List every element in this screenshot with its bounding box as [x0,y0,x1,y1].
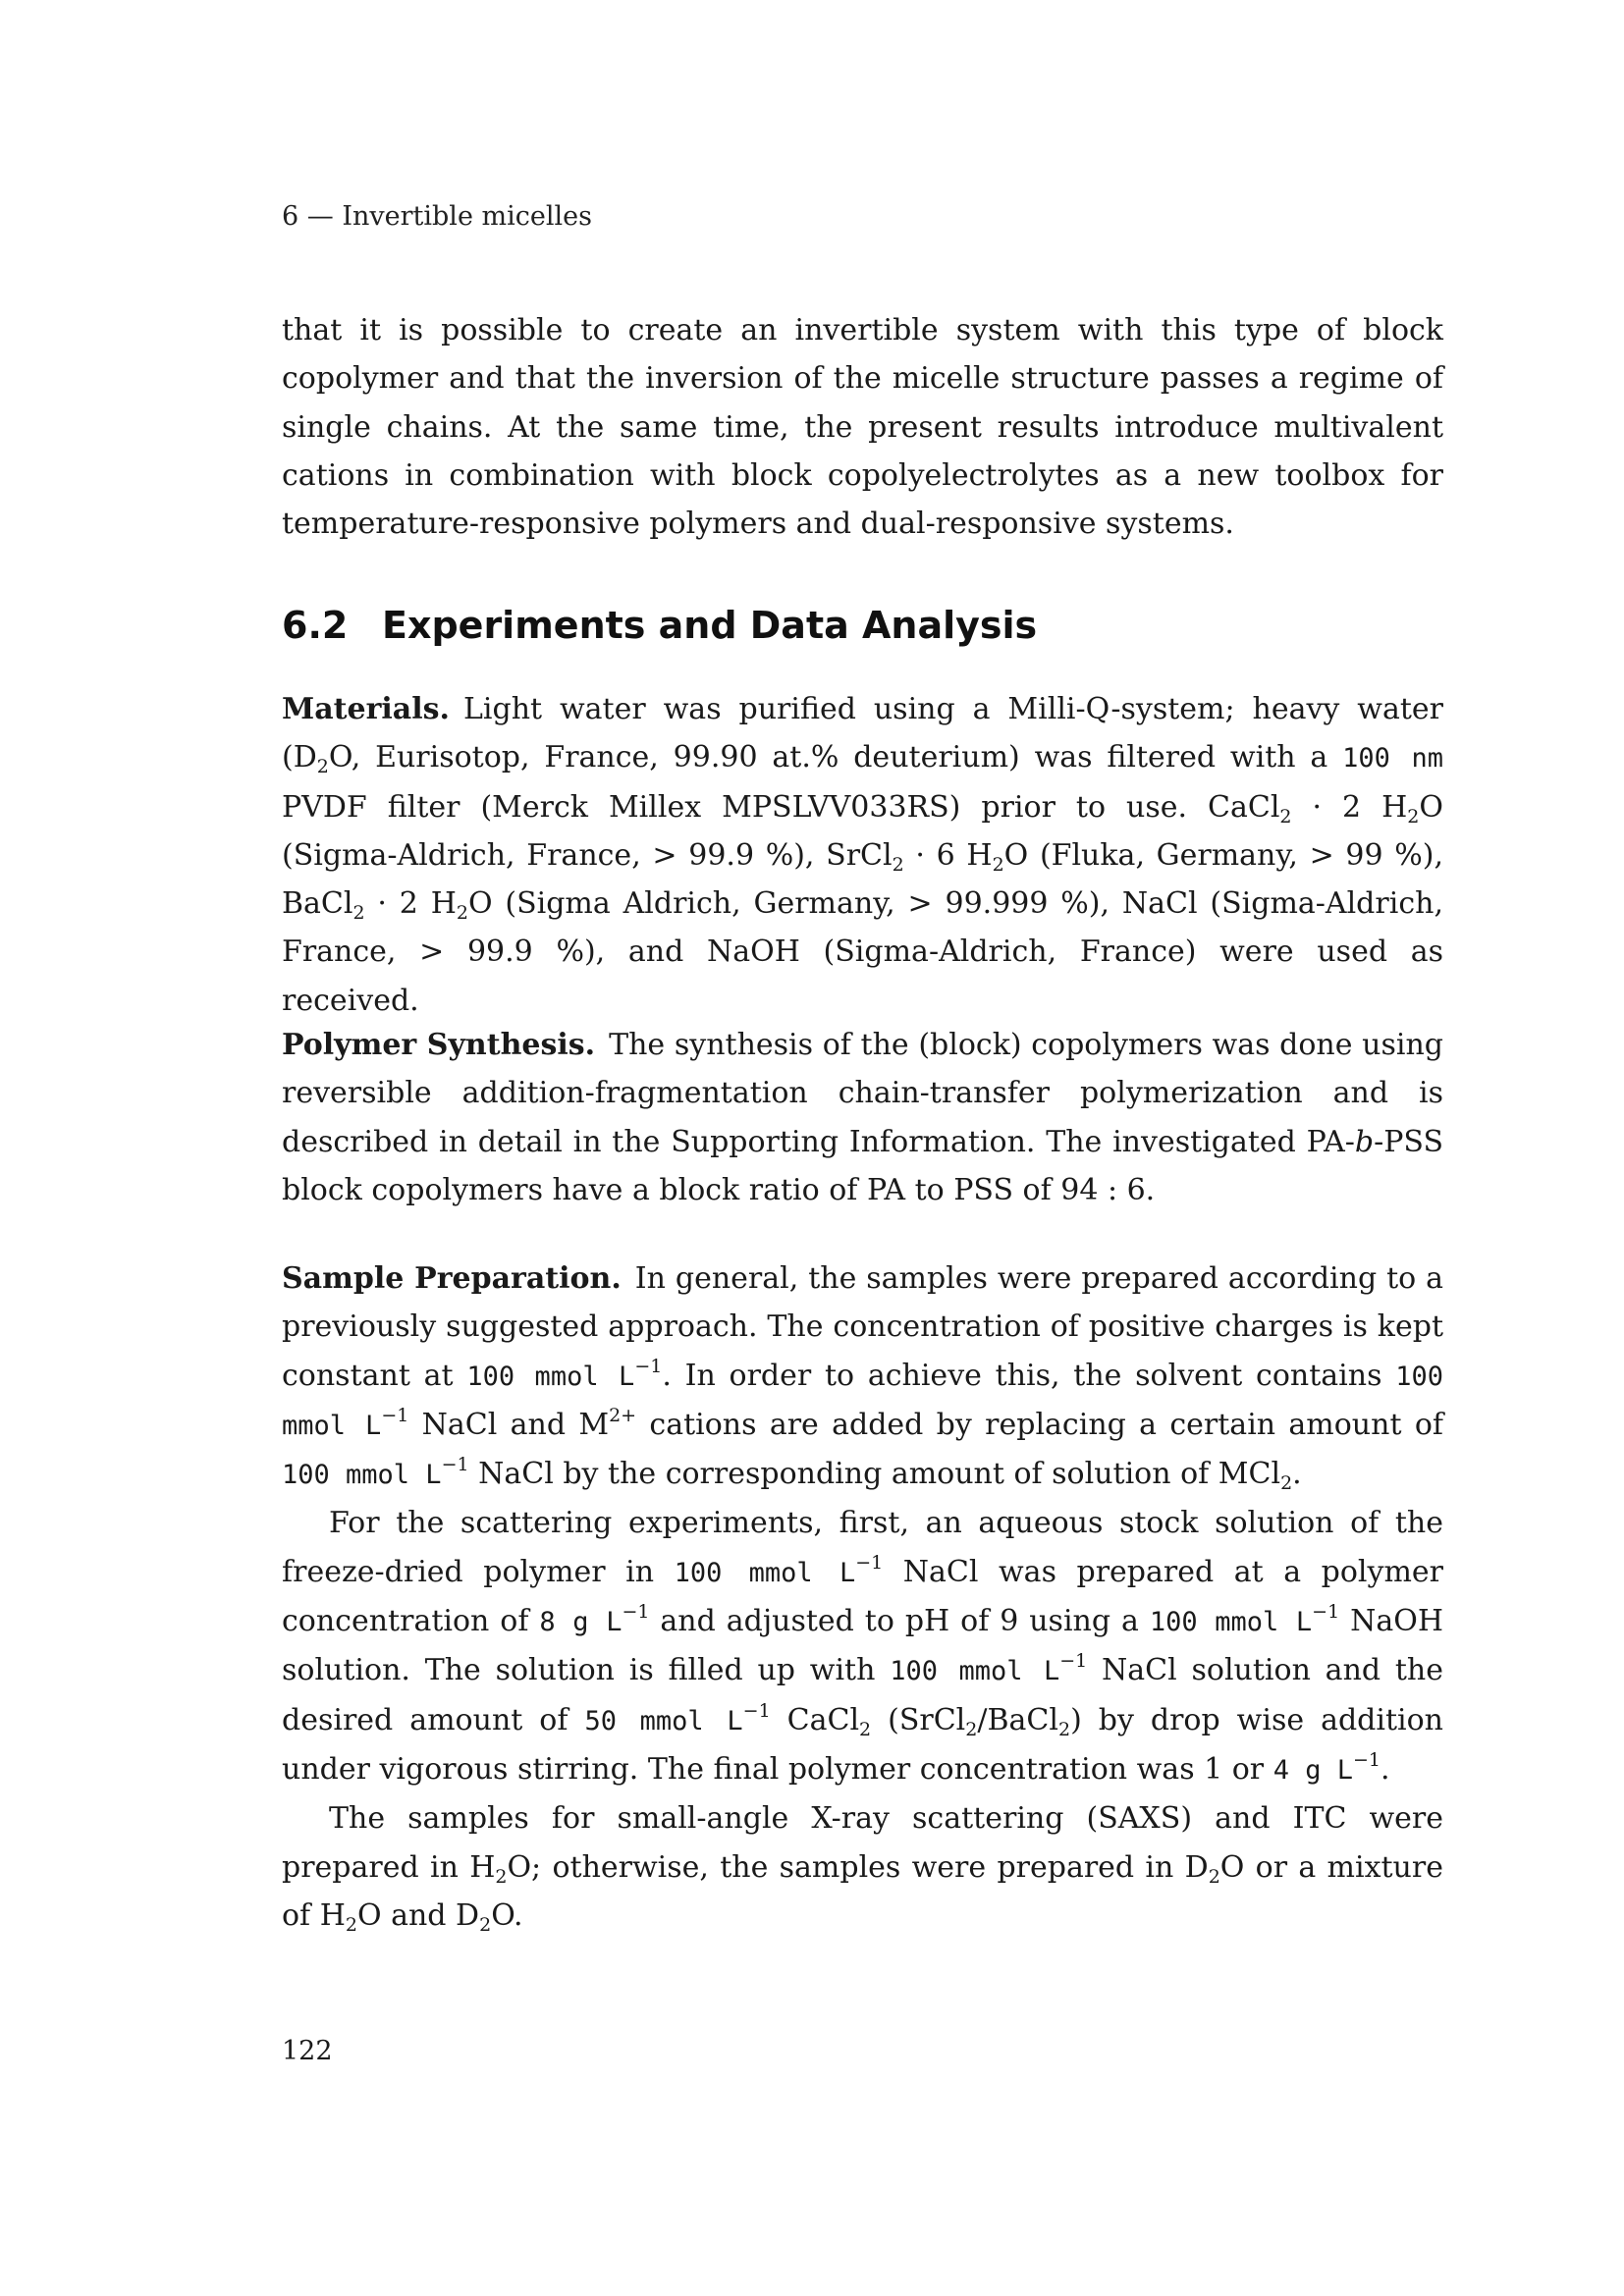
superscript: −1 [855,1551,884,1574]
subscript: 2 [495,1865,508,1888]
unit-expression: 100 mmol L [282,1361,1443,1441]
text-run: O (Fluka, Germany, > 99 %), BaCl [282,837,1443,922]
text-run: and adjusted to pH of 9 using a [649,1604,1150,1639]
page-number: 122 [282,2036,333,2066]
unit-expression: 100 mmol L [282,1460,442,1491]
text-run: . [1292,1457,1302,1492]
running-head: 6 — Invertible micelles [282,201,592,232]
preparation-heading: Sample Preparation. [282,1261,622,1296]
subscript: 2 [316,756,329,778]
text-run: In general, the samples were prepared according to a previously suggested approach. The concentration of positive charges is kept constant at [282,1261,1443,1393]
superscript: −1 [742,1699,771,1722]
text-run: . [1380,1751,1390,1787]
text-run: . In order to achieve this, the solvent contains [662,1358,1396,1393]
unit-expression: 100 mmol L [674,1557,856,1588]
superscript: −1 [1059,1650,1088,1673]
subscript: 2 [456,902,468,925]
superscript: 2+ [609,1404,637,1426]
unit-expression: 100 mmol L [466,1361,635,1392]
synthesis-paragraph [282,1021,1443,1214]
synthesis-heading: Polymer Synthesis. [282,1028,596,1062]
text-run: O. [491,1897,523,1933]
subscript: 2 [965,1718,978,1740]
unit-expression: 100 mmol L [1149,1607,1313,1638]
subscript: 2 [992,853,1004,876]
text-run: The synthesis of the (block) copolymers was done using reversible addition-fragmentation chain-transfer polymerization and is described in detail in the Supporting Information. The investigated PA- [282,1028,1443,1159]
superscript: −1 [622,1601,650,1624]
subscript: 2 [859,1718,872,1740]
preparation-paragraph-1 [282,1255,1443,1499]
intro-paragraph [282,306,1443,548]
superscript: −1 [1312,1601,1340,1624]
text-run: · 2 H [364,886,457,922]
superscript: −1 [441,1454,469,1476]
text-run: NaOH solution. The solution is filled up with [282,1604,1443,1688]
text-run: O, Eurisotop, France, 99.90 at.% deuterium) was filtered with a [328,740,1343,775]
text-run: CaCl [770,1702,860,1737]
subscript: 2 [1407,805,1420,828]
text-run: PVDF filter (Merck Millex MPSLVV033RS) prior to use. CaCl [282,789,1280,825]
text-run: O (Sigma Aldrich, Germany, > 99.999 %), NaCl (Sigma-Aldrich, France, > 99.9 %), and NaOH (Sigma-Aldrich, France) were used as received. [282,886,1443,1018]
unit-expression: 4 g L [1272,1754,1353,1786]
subscript: 2 [1057,1718,1071,1740]
text-run: ) by drop wise addition under vigorous stirring. The final polymer concentration was 1 or [282,1702,1443,1787]
text-run: · 6 H [903,837,993,873]
text-run: For the scattering experiments, first, an aqueous stock solution of the freeze-dried polymer in [282,1506,1443,1589]
section-heading [282,601,1037,650]
text-run: The samples for small-angle X-ray scattering (SAXS) and ITC were prepared in H [282,1801,1443,1885]
preparation-paragraph-2 [282,1499,1443,1794]
materials-paragraph [282,685,1443,1025]
text-run: NaCl by the corresponding amount of solution of MCl [468,1457,1281,1492]
subscript: 2 [479,1913,492,1936]
text-run: (SrCl [871,1702,966,1737]
preparation-paragraph-3 [282,1794,1443,1940]
subscript: 2 [1279,805,1292,828]
subscript: 2 [1208,1865,1220,1888]
text-run: O and D [356,1897,480,1933]
unit-expression: 50 mmol L [584,1705,743,1736]
superscript: −1 [381,1404,409,1426]
unit-expression: 100 mmol L [890,1656,1060,1687]
superscript: −1 [634,1355,663,1377]
unit-expression: 8 g L [539,1607,623,1638]
text-run: · 2 H [1291,789,1408,825]
intro-text: that it is possible to create an invertible system with this type of block copolymer and that the inversion of the micelle structure passes a regime of single chains. At the same time, the present results introduce multivalent cations in combination with block copolyelectrolytes as a new toolbox for temperature-responsive polymers and dual-responsive systems. [282,313,1443,542]
section-title: Experiments and Data Analysis [382,604,1038,647]
text-run: O (Sigma-Aldrich, France, > 99.9 %), SrCl [282,789,1443,873]
section-number: 6.2 [282,604,349,647]
unit-expression: 100 nm [1342,743,1443,774]
text-run: cations are added by replacing a certain amount of [636,1407,1443,1442]
subscript: 2 [892,853,904,876]
italic-b: b [1354,1124,1375,1159]
superscript: −1 [1352,1748,1380,1771]
text-run: NaCl solution and the desired amount of [282,1653,1444,1737]
subscript: 2 [345,1913,357,1936]
preparation-section [282,1255,1443,1940]
subscript: 2 [352,902,365,925]
text-run: O or a mixture of H [282,1849,1443,1933]
text-run: NaCl was prepared at a polymer concentration of [282,1554,1443,1639]
text-run: -PSS block copolymers have a block ratio of PA to PSS of 94 : 6. [282,1124,1443,1207]
text-run: O; otherwise, the samples were prepared in D [507,1849,1209,1885]
text-run: NaCl and M [408,1407,610,1442]
text-run: Light water was purified using a Milli-Q-system; heavy water (D [282,692,1443,775]
text-run: /BaCl [977,1702,1058,1737]
materials-heading: Materials. [282,692,450,726]
subscript: 2 [1280,1472,1293,1495]
